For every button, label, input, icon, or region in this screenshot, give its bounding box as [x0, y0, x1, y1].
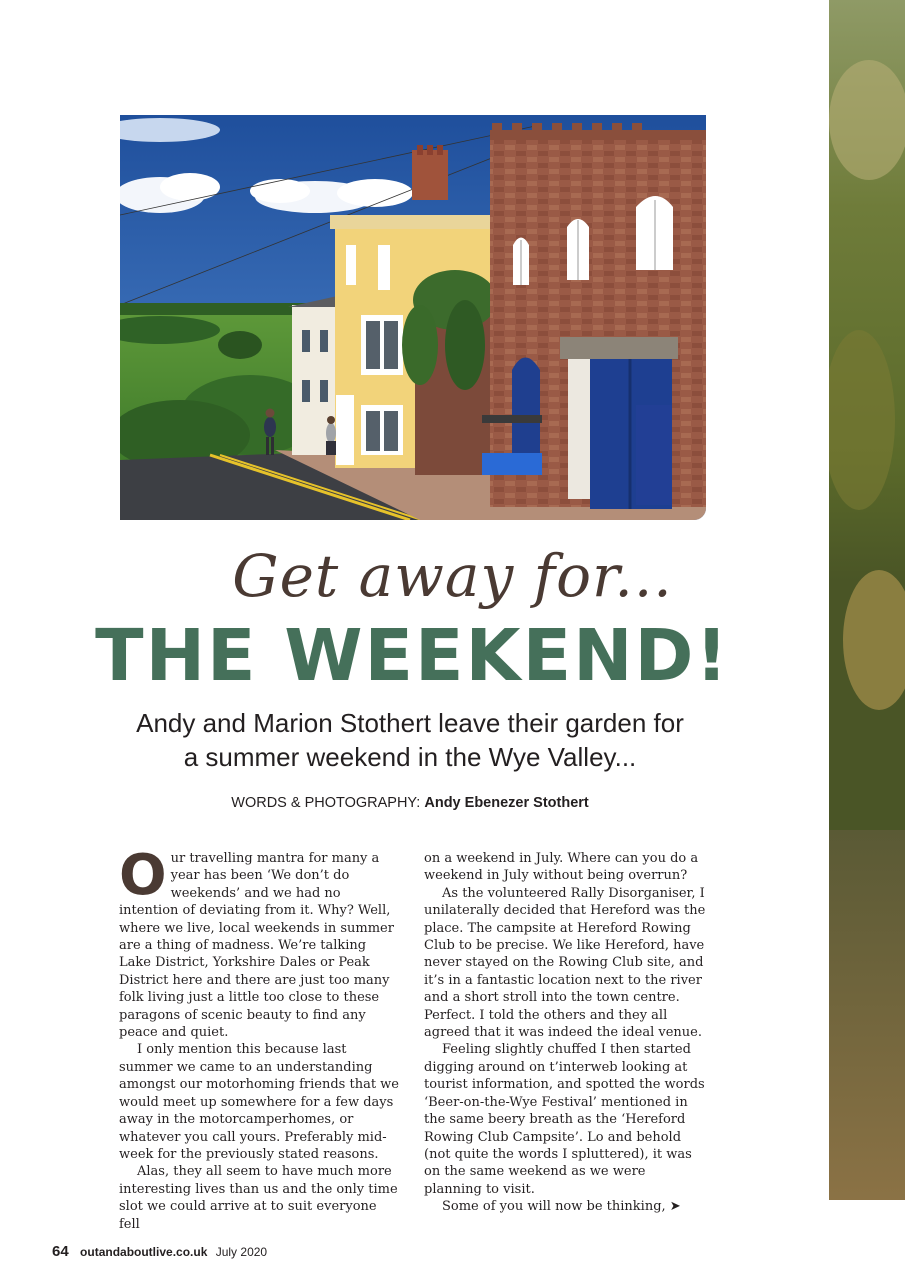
standfirst-line-1: Andy and Marion Stothert leave their garden for	[136, 708, 684, 738]
article-headline: THE WEEKEND!	[95, 614, 730, 697]
body-paragraph-text: ur travelling mantra for many a year has been ‘We don’t do weekends’ and we had no intention of deviating from it. Why? Well, where we live, local weekends in summer are a thing of madness. We’re talking Lake District, Yorkshire Dales or Peak District here and there are just too many folk living just a little too close to these paragons of scenic beauty to find any peace and quiet.	[119, 851, 394, 1041]
page-number: 64	[52, 1243, 69, 1260]
footer-website: outandaboutlive.co.uk	[80, 1245, 208, 1259]
byline-label: WORDS & PHOTOGRAPHY:	[231, 795, 421, 811]
byline	[110, 795, 710, 811]
body-paragraph: Some of you will now be thinking, ➤	[442, 1199, 681, 1215]
page-footer	[52, 1243, 267, 1260]
standfirst-line-2: a summer weekend in the Wye Valley...	[183, 742, 637, 772]
body-paragraph	[119, 843, 401, 1041]
footer-issue: July 2020	[215, 1245, 268, 1259]
body-paragraph: on a weekend in July. Where can you do a weekend in July without being overrun?	[424, 851, 699, 884]
hero-photo	[120, 115, 706, 520]
body-column-right	[424, 850, 706, 1216]
body-paragraph: As the volunteered Rally Disorganiser, I unilaterally decided that Hereford was the place. The campsite at Hereford Rowing Club to be precise. We like Hereford, have never stayed on the Rowing Club site, and it’s in a fantastic location next to the river and a short stroll into the town centre. Perfect. I told the others and they all agreed that it was indeed the ideal venue.	[424, 885, 706, 1041]
body-paragraph: I only mention this because last summer we came to an understanding amongst our motorhoming friends that we would meet up somewhere for a few days away in the motorcamperhomes, or whatever you call yours. Preferably mid-week for the previously stated reasons.	[119, 1042, 400, 1162]
body-paragraph: Alas, they all seem to have much more interesting lives than us and the only time slot we could arrive at to suit everyone fell	[119, 1164, 398, 1232]
body-paragraph: Feeling slightly chuffed I then started digging around on t’interweb looking at tourist information, and spotted the words ‘Beer-on-the-Wye Festival’ mentioned in the same beery breath as the ‘Hereford Rowing Club Campsite’. Lo and behold (not quite the words I spluttered), it was on the same weekend as we were planning to visit.	[424, 1042, 705, 1197]
byline-name: Andy Ebenezer Stothert	[424, 795, 589, 811]
drop-cap: O	[119, 843, 167, 908]
body-column-left	[119, 843, 401, 1233]
kicker-script-heading: Get away for...	[232, 542, 673, 610]
standfirst	[110, 706, 710, 774]
